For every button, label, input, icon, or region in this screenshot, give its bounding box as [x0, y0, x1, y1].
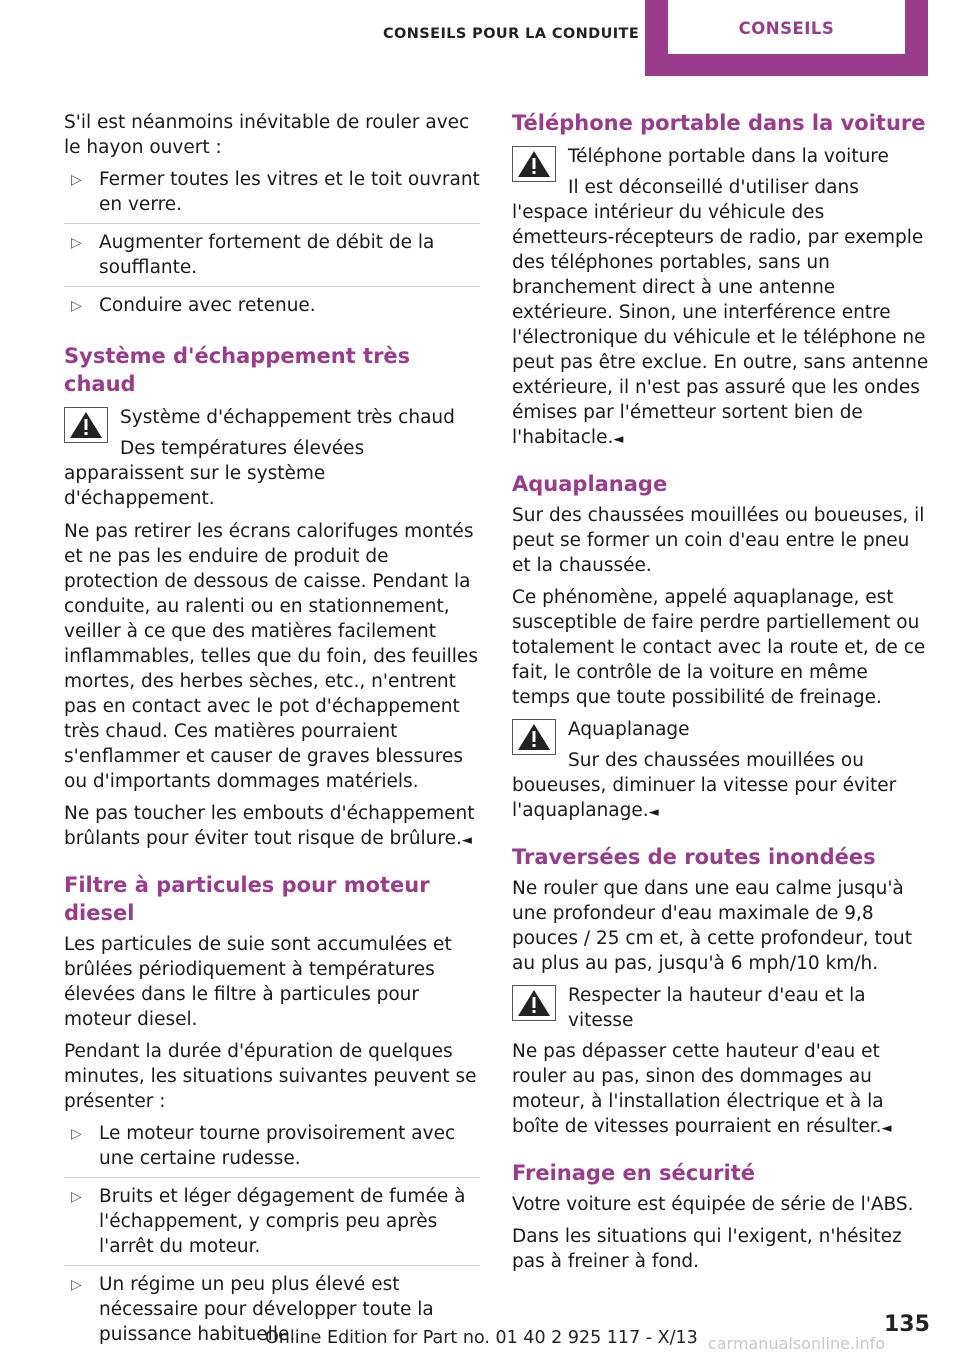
intro-paragraph: S'il est néanmoins inévitable de rouler avec le hayon ouvert :: [64, 112, 470, 158]
triangle-bullet-icon: ▷: [71, 172, 82, 188]
list-item-text: Le moteur tourne provisoirement avec une certaine rudesse.: [99, 1123, 456, 1169]
warning-triangle-icon: [64, 407, 108, 443]
aquaplaning-paragraph: Ce phénomène, appelé aquaplanage, est susceptible de faire perdre partiellement ou totalement le contact avec la route et, de ce fait, le contrôle de la voiture en même temps que toute possibilité de freinage.: [512, 587, 926, 708]
warning-title: Téléphone portable dans la voiture: [568, 146, 889, 167]
filter-heading: Filtre à particules pour moteur diesel: [64, 873, 430, 925]
triangle-bullet-icon: ▷: [71, 1189, 82, 1205]
warning-triangle-icon: [512, 719, 556, 755]
list-item: [64, 230, 480, 287]
exhaust-paragraph-end: [64, 801, 480, 853]
braking-paragraph: Dans les situations qui l'exigent, n'hésitez pas à freiner à fond.: [512, 1226, 902, 1272]
list-item-text: Fermer toutes les vitres et le toit ouvrant en verre.: [99, 169, 480, 215]
exhaust-heading: Système d'échappement très chaud: [64, 344, 411, 396]
end-mark: ◄: [881, 1121, 892, 1136]
aquaplaning-heading: Aquaplanage: [512, 472, 668, 496]
right-column: [512, 109, 930, 1281]
exhaust-warning: [64, 405, 480, 511]
list-item: [64, 167, 480, 224]
list-item: [64, 1121, 480, 1178]
page-number: 135: [884, 1312, 930, 1337]
chapter-tab[interactable]: CONSEILS: [668, 0, 905, 54]
warning-triangle-icon: [512, 985, 556, 1021]
phone-warning: [512, 144, 930, 452]
warning-text: Des températures élevées apparaissent sur le système d'échappement.: [64, 438, 365, 509]
triangle-bullet-icon: ▷: [71, 298, 82, 314]
filter-paragraph: Les particules de suie sont accumulées et brûlées périodiquement à températures élevées dans le filtre à particules pour moteur diesel.: [64, 934, 452, 1030]
warning-text: Ne pas dépasser cette hauteur d'eau et rouler au pas, sinon des dommages au moteur, à l'installation électrique et à la boîte de vitesses pourraient en résulter.: [512, 1041, 884, 1137]
warning-title: Système d'échappement très chaud: [120, 407, 455, 428]
footer-edition: Online Edition for Part no. 01 40 2 925 117 - X/13: [265, 1328, 698, 1348]
list-item-text: Augmenter fortement de débit de la soufflante.: [99, 232, 435, 278]
list-item-text: Bruits et léger dégagement de fumée à l'échappement, y compris peu après l'arrêt du moteur.: [99, 1186, 466, 1257]
triangle-bullet-icon: ▷: [71, 235, 82, 251]
aquaplaning-warning: [512, 717, 930, 825]
braking-heading: Freinage en sécurité: [512, 1161, 755, 1185]
list-item: [64, 293, 480, 324]
exhaust-paragraph: Ne pas retirer les écrans calorifuges montés et ne pas les enduire de produit de protection de dessous de caisse. Pendant la conduite, au ralenti ou en stationnement, veiller à ce que des matières facilement inflammables, telles que du foin, des feuilles mortes, des herbes sèches, etc., n'entrent pas en contact avec le pot d'échappement très chaud. Ces matières pourraient s'enflammer et causer de graves blessures ou d'importants dommages matériels.: [64, 521, 478, 792]
left-column: [64, 110, 480, 1361]
warning-text: Il est déconseillé d'utiliser dans l'espace intérieur du véhicule des émetteurs-récepteurs de radio, par exemple des téléphones portables, sans un branchement direct à une antenne extérieure. Sinon, une interférence entre l'électronique du véhicule et le téléphone ne peut pas être exclue. En outre, sans antenne extérieure, il n'est pas assuré que les ondes émises par l'émetteur sortent bien de l'habitacle.: [512, 177, 929, 448]
warning-triangle-icon: [512, 146, 556, 182]
warning-title: Respecter la hauteur d'eau et la vitesse: [568, 985, 866, 1031]
list-item-text: Conduire avec retenue.: [99, 295, 316, 316]
filter-paragraph: Pendant la durée d'épuration de quelques minutes, les situations suivantes peuvent se présenter :: [64, 1041, 477, 1112]
exhaust-paragraph-text: Ne pas toucher les embouts d'échappement brûlants pour éviter tout risque de brûlure.: [64, 803, 475, 849]
flooded-roads-heading: Traversées de routes inondées: [512, 845, 876, 869]
flooded-roads-warning: [512, 983, 930, 1141]
tailgate-bullet-list: [64, 167, 480, 324]
phone-heading: Téléphone portable dans la voiture: [512, 111, 926, 135]
end-mark: ◄: [613, 432, 624, 447]
end-mark: ◄: [461, 833, 472, 848]
braking-paragraph: Votre voiture est équipée de série de l'ABS.: [512, 1194, 914, 1215]
list-item-text: Un régime un peu plus élevé est nécessaire pour développer toute la puissance habituelle.: [99, 1274, 434, 1345]
triangle-bullet-icon: ▷: [71, 1126, 82, 1142]
watermark: carmanualsonline.info: [708, 1334, 886, 1353]
list-item: [64, 1184, 480, 1266]
warning-title: Aquaplanage: [568, 719, 690, 740]
triangle-bullet-icon: ▷: [71, 1277, 82, 1293]
flooded-roads-paragraph: Ne rouler que dans une eau calme jusqu'à une profondeur d'eau maximale de 9,8 pouces / 25 cm et, à cette profondeur, tout au plus au pas, jusqu'à 6 mph/10 km/h.: [512, 878, 912, 974]
section-title: CONSEILS POUR LA CONDUITE: [383, 26, 640, 42]
aquaplaning-paragraph: Sur des chaussées mouillées ou boueuses, il peut se former un coin d'eau entre le pneu et la chaussée.: [512, 505, 925, 576]
filter-bullet-list: [64, 1121, 480, 1353]
end-mark: ◄: [648, 805, 659, 820]
warning-text: Sur des chaussées mouillées ou boueuses, diminuer la vitesse pour éviter l'aquaplanage.: [512, 750, 897, 821]
